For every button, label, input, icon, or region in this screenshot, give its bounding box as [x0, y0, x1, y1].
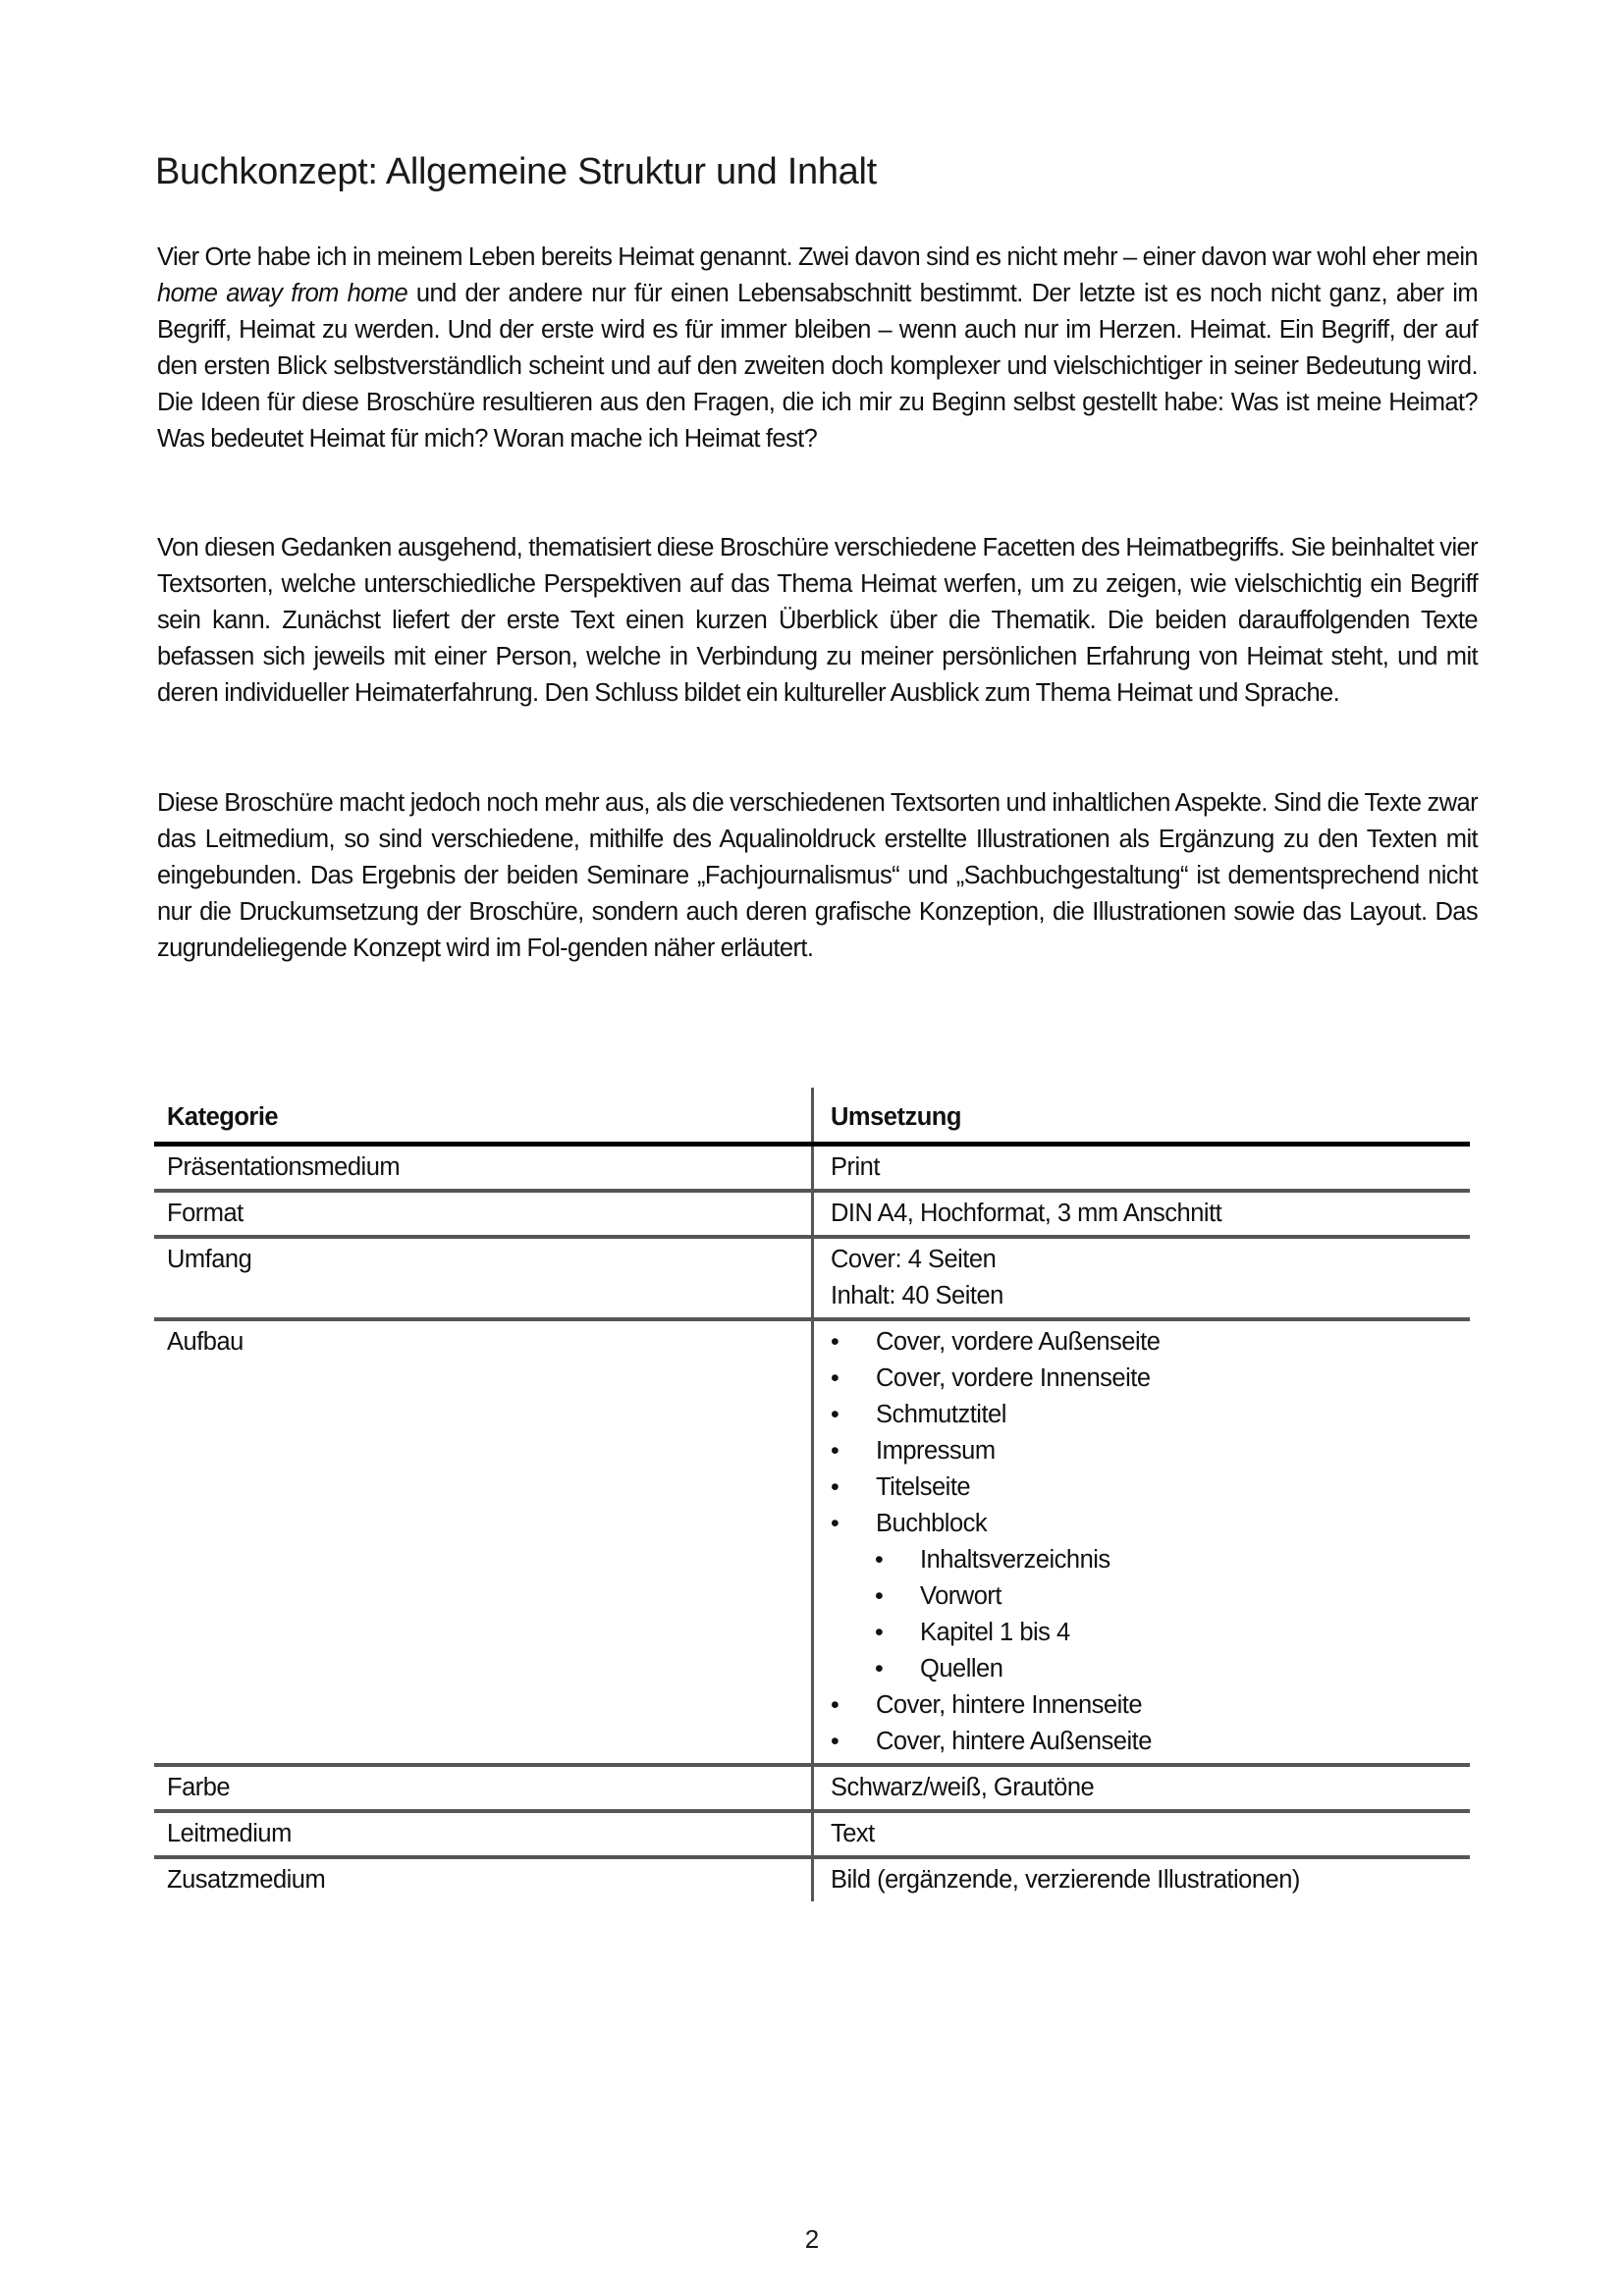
intro-text-end: und der andere nur für einen Lebensabschnitt bestimmt. Der letzte ist es noch nicht ganz, aber im Begriff, Heimat zu werden. Und der erste wird es für immer bleiben – wenn auch nur im Herzen. Heimat. Ein Begriff, der auf den ersten Blick selbstverständlich scheint und auf den zweiten doch komplexer und vielschichtiger in seiner Bedeutung wird. Die Ideen für diese Broschüre resultieren aus den Fragen, die ich mir zu Beginn selbst gestellt habe: Was ist meine Heimat? Was bedeutet Heimat für mich? Woran mache ich Heimat fest?: [157, 280, 1478, 453]
table-row: [154, 1321, 1470, 1767]
list-item: • Titelseite: [831, 1469, 1470, 1506]
row-value: Schwarz/weiß, Grautöne: [811, 1767, 1470, 1809]
row-category: Umfang: [167, 1246, 252, 1273]
row-category: Format: [167, 1200, 244, 1227]
header-implementation: Umsetzung: [811, 1088, 1470, 1142]
row-category: Aufbau: [167, 1328, 244, 1356]
row-value: [811, 1321, 1470, 1763]
structure-list: [831, 1324, 1470, 1760]
nested-list-item: • Kapitel 1 bis 4: [831, 1615, 1470, 1651]
table-row: [154, 1147, 1470, 1193]
page-number: 2: [804, 2224, 820, 2254]
table-row: [154, 1239, 1470, 1321]
row-category: Farbe: [167, 1774, 231, 1801]
intro-text-start: Vier Orte habe ich in meinem Leben bereits Heimat genannt. Zwei davon sind es nicht mehr – einer davon war wohl eher mein: [157, 243, 1478, 271]
list-item: • Impressum: [831, 1433, 1470, 1469]
row-category: Leitmedium: [167, 1820, 292, 1847]
concept-table: [154, 1088, 1470, 1901]
row-category: Zusatzmedium: [167, 1866, 326, 1894]
list-item: • Cover, vordere Außenseite: [831, 1324, 1470, 1361]
list-item: • Cover, hintere Innenseite: [831, 1687, 1470, 1724]
table-row: [154, 1767, 1470, 1813]
list-item: • Buchblock: [831, 1506, 1470, 1542]
table-row: [154, 1813, 1470, 1859]
table-header-row: [154, 1088, 1470, 1147]
row-category: Präsentationsmedium: [167, 1153, 401, 1181]
table-row: [154, 1193, 1470, 1239]
list-item: • Schmutztitel: [831, 1397, 1470, 1433]
list-item: • Cover, vordere Innenseite: [831, 1361, 1470, 1397]
row-value: Print: [811, 1147, 1470, 1189]
concept-paragraph: Diese Broschüre macht jedoch noch mehr aus, als die verschiedenen Textsorten und inhaltlichen Aspekte. Sind die Texte zwar das Leitmedium, so sind verschiedene, mithilfe des Aqualinoldruck erstellte Illustrationen als Ergänzung zu den Texten mit eingebunden. Das Ergebnis der beiden Seminare „Fachjournalismus“ und „Sachbuchgestaltung“ ist dementsprechend nicht nur die Druckumsetzung der Broschüre, sondern auch deren grafische Konzeption, die Illustrationen sowie das Layout. Das zugrundeliegende Konzept wird im Fol-genden näher erläutert.: [157, 789, 1478, 962]
intro-paragraph: [157, 240, 1478, 457]
table-row: [154, 1859, 1470, 1901]
themes-paragraph: Von diesen Gedanken ausgehend, thematisiert diese Broschüre verschiedene Facetten des Heimatbegriffs. Sie beinhaltet vier Textsorten, welche unterschiedliche Perspektiven auf das Thema Heimat werfen, um zu zeigen, wie vielschichtig ein Begriff sein kann. Zunächst liefert der erste Text einen kurzen Überblick über die Thematik. Die beiden darauffolgenden Texte befassen sich jeweils mit einer Person, welche in Verbindung zu meiner persönlichen Erfahrung von Heimat steht, und mit deren individueller Heimaterfahrung. Den Schluss bildet ein kultureller Ausblick zum Thema Heimat und Sprache.: [157, 534, 1478, 707]
row-value: Text: [811, 1813, 1470, 1855]
page-title: Buchkonzept: Allgemeine Struktur und Inhalt: [155, 151, 877, 192]
nested-list-item: • Quellen: [831, 1651, 1470, 1687]
row-value: DIN A4, Hochformat, 3 mm Anschnitt: [811, 1193, 1470, 1235]
list-item: • Cover, hintere Außenseite: [831, 1724, 1470, 1760]
nested-list-item: • Inhaltsverzeichnis: [831, 1542, 1470, 1578]
row-value: Bild (ergänzende, verzierende Illustrationen): [811, 1859, 1470, 1901]
header-category: Kategorie: [167, 1103, 279, 1131]
nested-list-item: • Vorwort: [831, 1578, 1470, 1615]
value-line: Inhalt: 40 Seiten: [831, 1282, 1003, 1309]
intro-emphasis: home away from home: [157, 280, 408, 307]
value-line: Cover: 4 Seiten: [831, 1246, 997, 1273]
row-value: [811, 1239, 1470, 1317]
